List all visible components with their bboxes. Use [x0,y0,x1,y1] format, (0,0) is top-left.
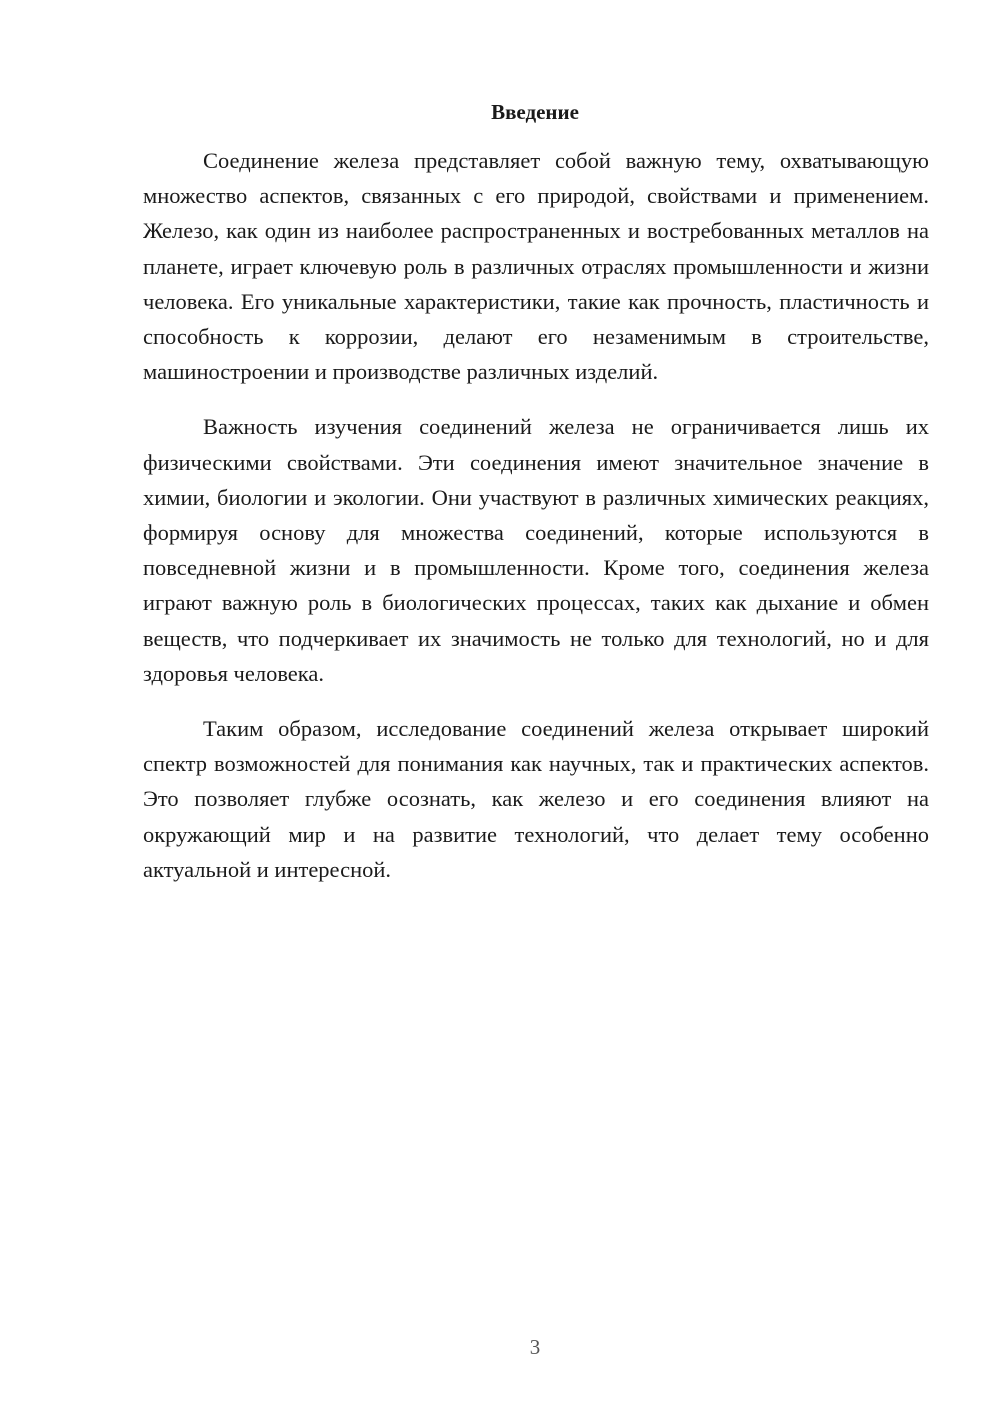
paragraph-3: Таким образом, исследование соединений железа открывает широкий спектр возможностей для понимания как научных, так и практических аспектов. Это позволяет глубже осознать, как железо и его соединения влияют на окружающий мир и на развитие технологий, что делает тему особенно актуальной и интересной. [143,716,929,882]
paragraph-2: Важность изучения соединений железа не ограничивается лишь их физическими свойствами. Эти соединения имеют значительное значение в химии, биологии и экологии. Они участвуют в различных химических реакциях, формируя основу для множества соединений, которые используются в повседневной жизни и в промышленности. Кроме того, соединения железа играют важную роль в биологических процессах, таких как дыхание и обмен веществ, что подчеркивает их значимость не только для технологий, но и для здоровья человека. [143,414,929,686]
paragraph-1: Соединение железа представляет собой важную тему, охватывающую множество аспектов, связанных с его природой, свойствами и применением. Железо, как один из наиболее распространенных и востребованных металлов на планете, играет ключевую роль в различных отраслях промышленности и жизни человека. Его уникальные характеристики, такие как прочность, пластичность и способность к коррозии, делают его незаменимым в строительстве, машиностроении и производстве различных изделий. [143,148,929,385]
body-text [143,143,929,887]
page-title: Введение [491,100,579,124]
page-number: 3 [529,1335,541,1359]
